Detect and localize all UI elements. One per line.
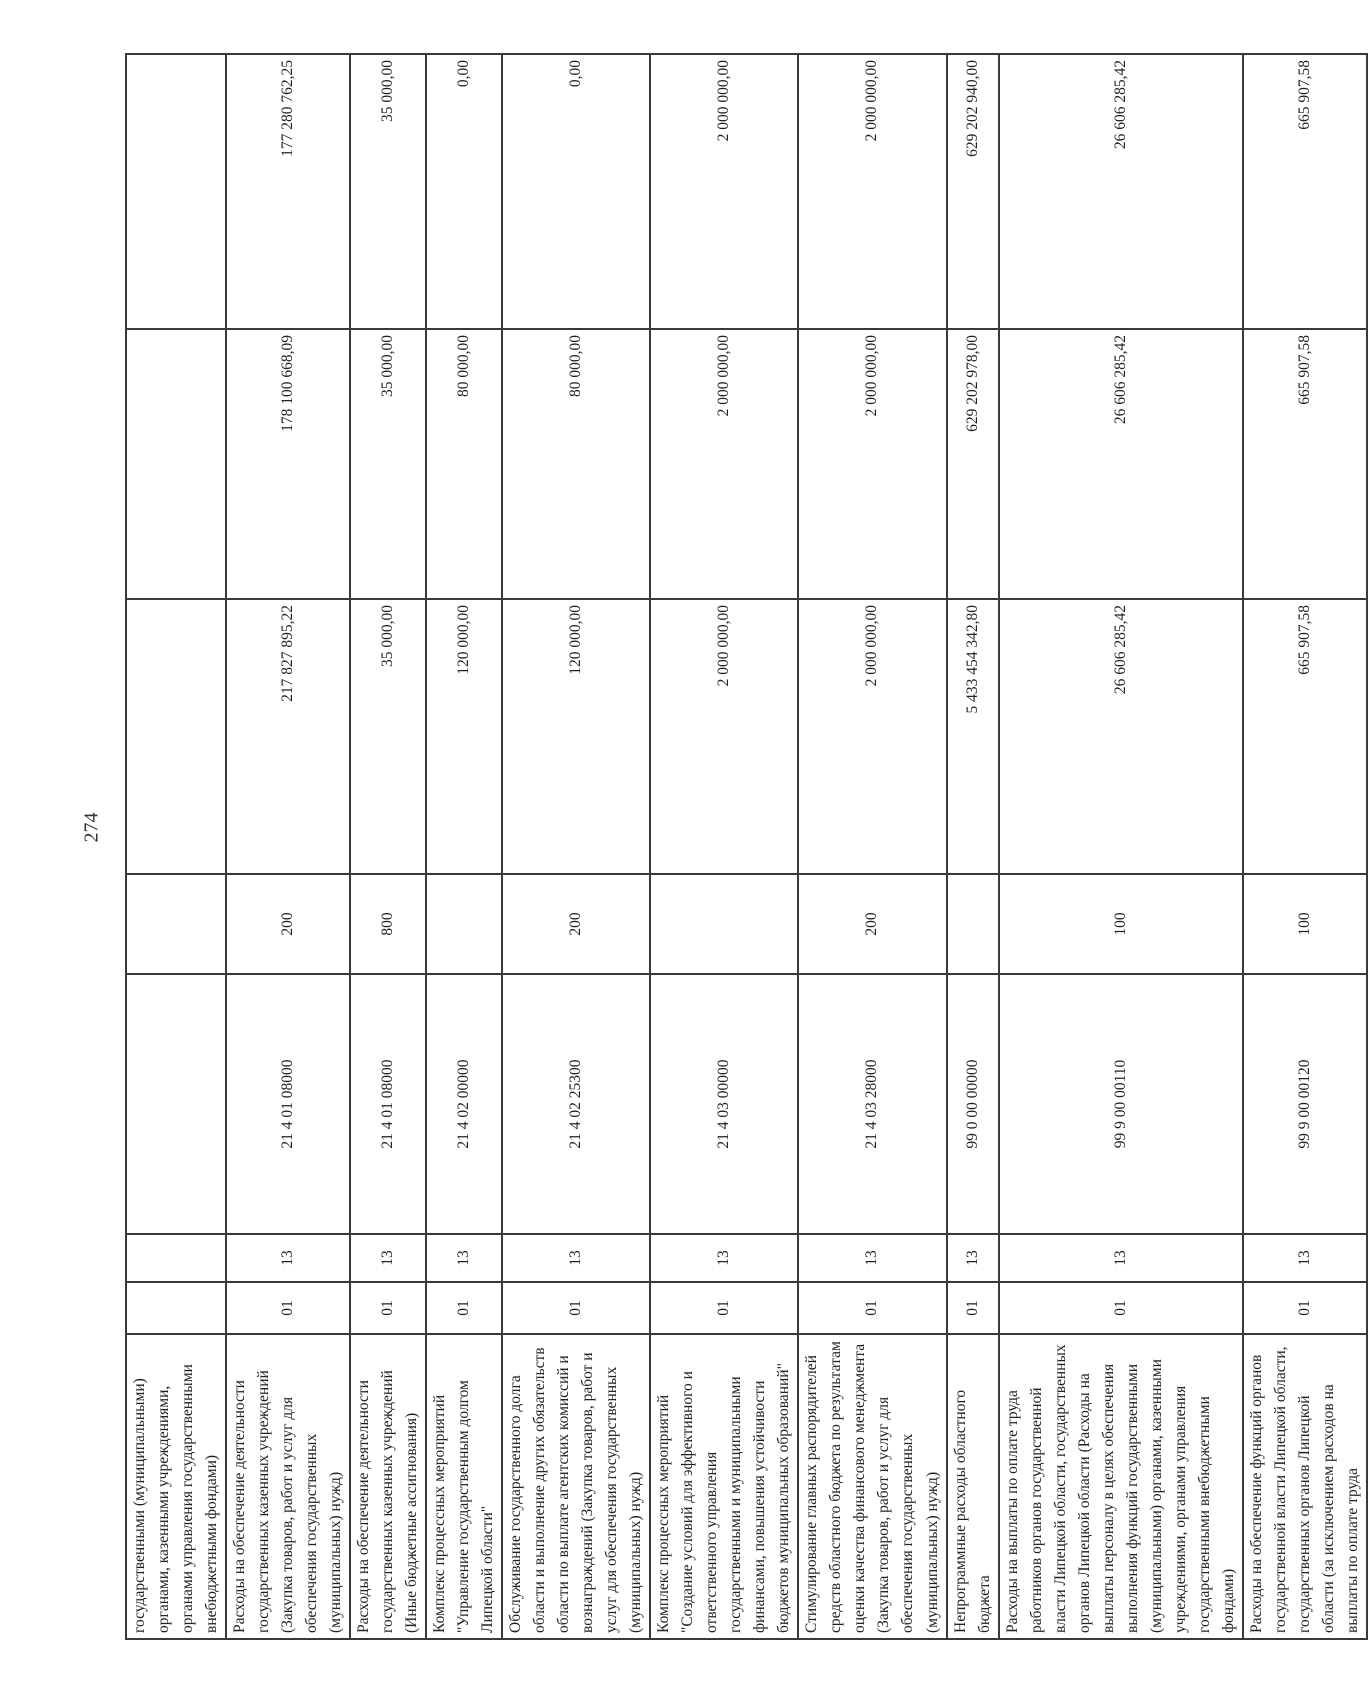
amount-3-cell: 629 202 940,00 xyxy=(947,54,999,329)
expenditure-name-cell: Комплекс процессных мероприятий "Управление государственным долгом Липецкой области" xyxy=(426,1334,502,1639)
target-article-code-cell: 99 9 00 00110 xyxy=(999,974,1243,1234)
rotated-page-content xyxy=(125,55,1361,1640)
expense-type-code-cell xyxy=(947,874,999,974)
section-code-cell: 01 xyxy=(350,1282,426,1334)
amount-3-cell: 26 606 285,42 xyxy=(999,54,1243,329)
subsection-code-cell: 13 xyxy=(947,1234,999,1282)
expense-type-code-cell: 100 xyxy=(999,874,1243,974)
amount-1-cell: 217 827 895,22 xyxy=(226,599,350,874)
expense-type-code-cell xyxy=(426,874,502,974)
amount-2-cell: 26 606 285,42 xyxy=(999,329,1243,599)
amount-3-cell xyxy=(126,54,226,329)
table-row xyxy=(350,54,426,1639)
table-row xyxy=(226,54,350,1639)
section-code-cell: 01 xyxy=(426,1282,502,1334)
budget-expenditure-table xyxy=(125,53,1368,1640)
expenditure-name-cell: государственными (муниципальными) органами, казенными учреждениями, органами управления государственными внебюджетными фондами) xyxy=(126,1334,226,1639)
target-article-code-cell: 21 4 02 00000 xyxy=(426,974,502,1234)
table-row xyxy=(126,54,226,1639)
amount-2-cell: 629 202 978,00 xyxy=(947,329,999,599)
expenditure-name-cell: Расходы на обеспечение функций органов государственной власти Липецкой области, государственных органов Липецкой области (за исключением расходов на выплаты по оплате труда xyxy=(1243,1334,1367,1639)
amount-1-cell xyxy=(126,599,226,874)
amount-1-cell: 35 000,00 xyxy=(350,599,426,874)
target-article-code-cell: 21 4 02 25300 xyxy=(502,974,650,1234)
subsection-code-cell: 13 xyxy=(798,1234,946,1282)
section-code-cell xyxy=(126,1282,226,1334)
subsection-code-cell xyxy=(126,1234,226,1282)
section-code-cell: 01 xyxy=(947,1282,999,1334)
amount-2-cell: 178 100 668,09 xyxy=(226,329,350,599)
amount-1-cell: 120 000,00 xyxy=(502,599,650,874)
subsection-code-cell: 13 xyxy=(999,1234,1243,1282)
subsection-code-cell: 13 xyxy=(502,1234,650,1282)
table-row xyxy=(426,54,502,1639)
expense-type-code-cell: 200 xyxy=(502,874,650,974)
subsection-code-cell: 13 xyxy=(226,1234,350,1282)
target-article-code-cell: 99 9 00 00120 xyxy=(1243,974,1367,1234)
table-row xyxy=(502,54,650,1639)
expenditure-name-cell: Стимулирование главных распорядителей средств областного бюджета по результатам оценки качества финансового менеджмента (Закупка товаров, работ и услуг для обеспечения государственных (муниципальных) нужд) xyxy=(798,1334,946,1639)
target-article-code-cell: 21 4 03 28000 xyxy=(798,974,946,1234)
target-article-code-cell: 21 4 03 00000 xyxy=(650,974,798,1234)
table-row xyxy=(947,54,999,1639)
subsection-code-cell: 13 xyxy=(426,1234,502,1282)
amount-1-cell: 26 606 285,42 xyxy=(999,599,1243,874)
expense-type-code-cell: 100 xyxy=(1243,874,1367,974)
amount-1-cell: 120 000,00 xyxy=(426,599,502,874)
section-code-cell: 01 xyxy=(226,1282,350,1334)
subsection-code-cell: 13 xyxy=(650,1234,798,1282)
expenditure-name-cell: Обслуживание государственного долга области и выполнение других обязательств области по выплате агентских комиссий и вознаграждений (Закупка товаров, работ и услуг для обеспечения государственных (муниципальных) нужд) xyxy=(502,1334,650,1639)
table-row xyxy=(999,54,1243,1639)
table-row xyxy=(650,54,798,1639)
expense-type-code-cell: 200 xyxy=(798,874,946,974)
table-row xyxy=(1243,54,1367,1639)
amount-1-cell: 2 000 000,00 xyxy=(798,599,946,874)
target-article-code-cell: 21 4 01 08000 xyxy=(350,974,426,1234)
amount-3-cell: 665 907,58 xyxy=(1243,54,1367,329)
amount-2-cell xyxy=(126,329,226,599)
page-number: 274 xyxy=(80,812,103,843)
amount-2-cell: 2 000 000,00 xyxy=(798,329,946,599)
target-article-code-cell: 21 4 01 08000 xyxy=(226,974,350,1234)
amount-3-cell: 35 000,00 xyxy=(350,54,426,329)
amount-2-cell: 2 000 000,00 xyxy=(650,329,798,599)
amount-2-cell: 35 000,00 xyxy=(350,329,426,599)
amount-2-cell: 665 907,58 xyxy=(1243,329,1367,599)
amount-1-cell: 2 000 000,00 xyxy=(650,599,798,874)
expenditure-name-cell: Комплекс процессных мероприятий "Создание условий для эффективного и ответственного управления государственными и муниципальными финансами, повышения устойчивости бюджетов муниципальных образований" xyxy=(650,1334,798,1639)
amount-3-cell: 2 000 000,00 xyxy=(650,54,798,329)
expenditure-name-cell: Расходы на обеспечение деятельности государственных казенных учреждений (Закупка товаров, работ и услуг для обеспечения государственных (муниципальных) нужд) xyxy=(226,1334,350,1639)
target-article-code-cell xyxy=(126,974,226,1234)
section-code-cell: 01 xyxy=(1243,1282,1367,1334)
expense-type-code-cell xyxy=(650,874,798,974)
amount-3-cell: 0,00 xyxy=(426,54,502,329)
expense-type-code-cell xyxy=(126,874,226,974)
amount-1-cell: 5 433 454 342,80 xyxy=(947,599,999,874)
section-code-cell: 01 xyxy=(999,1282,1243,1334)
target-article-code-cell: 99 0 00 00000 xyxy=(947,974,999,1234)
table-row xyxy=(798,54,946,1639)
amount-3-cell: 0,00 xyxy=(502,54,650,329)
expense-type-code-cell: 200 xyxy=(226,874,350,974)
expenditure-name-cell: Расходы на выплаты по оплате труда работников органов государственной власти Липецкой области, государственных органов Липецкой области (Расходы на выплаты персоналу в целях обеспечения выполнения функций государственными (муниципальными) органами, казенными учреждениями, органами управления государственными внебюджетными фондами) xyxy=(999,1334,1243,1639)
section-code-cell: 01 xyxy=(798,1282,946,1334)
subsection-code-cell: 13 xyxy=(1243,1234,1367,1282)
amount-2-cell: 80 000,00 xyxy=(502,329,650,599)
amount-3-cell: 2 000 000,00 xyxy=(798,54,946,329)
expenditure-name-cell: Расходы на обеспечение деятельности государственных казенных учреждений (Иные бюджетные ассигнования) xyxy=(350,1334,426,1639)
subsection-code-cell: 13 xyxy=(350,1234,426,1282)
amount-3-cell: 177 280 762,25 xyxy=(226,54,350,329)
expenditure-name-cell: Непрограммные расходы областного бюджета xyxy=(947,1334,999,1639)
section-code-cell: 01 xyxy=(502,1282,650,1334)
amount-2-cell: 80 000,00 xyxy=(426,329,502,599)
amount-1-cell: 665 907,58 xyxy=(1243,599,1367,874)
expense-type-code-cell: 800 xyxy=(350,874,426,974)
section-code-cell: 01 xyxy=(650,1282,798,1334)
